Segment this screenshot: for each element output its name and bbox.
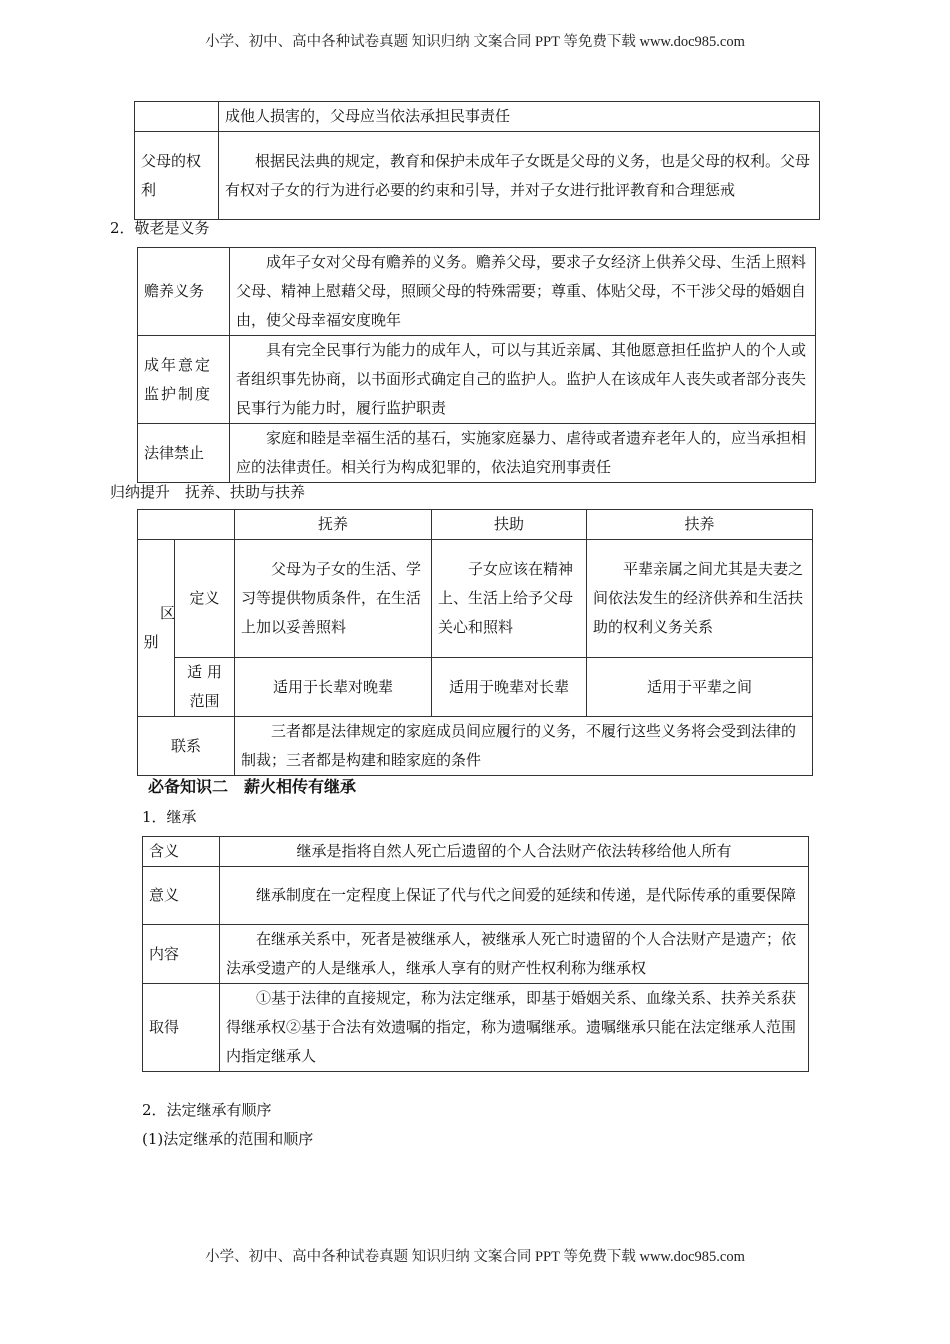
scope-cell: 适用于晚辈对长辈	[432, 658, 587, 717]
header-cell: 抚养	[235, 510, 432, 540]
inheritance-table	[142, 836, 809, 1072]
section-heading-respect-elders: 2．敬老是义务	[110, 219, 210, 237]
page-header: 小学、初中、高中各种试卷真题 知识归纳 文案合同 PPT 等免费下载 www.doc985.com	[205, 34, 745, 50]
row-content: 根据民法典的规定，教育和保护未成年子女既是父母的义务，也是父母的权利。父母有权对子女的行为进行必要的约束和引导，并对子女进行批评教育和合理惩戒	[219, 132, 820, 220]
header-cell: 扶养	[587, 510, 813, 540]
elder-care-table	[137, 247, 816, 483]
group-label-1: 区	[160, 604, 176, 622]
row-content: 具有完全民事行为能力的成年人，可以与其近亲属、其他愿意担任监护人的个人或者组织事先协商，以书面形式确定自己的监护人。监护人在该成年人丧失或者部分丧失民事行为能力时，履行监护职责	[230, 336, 816, 424]
table-row	[138, 424, 816, 483]
table-row	[143, 925, 809, 984]
parents-rights-table	[134, 101, 820, 220]
table-row	[135, 132, 820, 220]
relation-label: 联系	[138, 717, 235, 776]
subsection-heading-legal-order: 2．法定继承有顺序	[142, 1101, 272, 1119]
row-content: 继承制度在一定程度上保证了代与代之间爱的延续和传递，是代际传承的重要保障	[220, 867, 809, 925]
table-row	[138, 248, 816, 336]
row-label: 内容	[143, 925, 220, 984]
row-content: 在继承关系中，死者是被继承人，被继承人死亡时遗留的个人合法财产是遗产；依法承受遗产的人是继承人，继承人享有的财产性权利称为继承权	[220, 925, 809, 984]
group-label-2: 别	[143, 633, 159, 651]
row-label: 赡养义务	[138, 248, 230, 336]
relation-content: 三者都是法律规定的家庭成员间应履行的义务，不履行这些义务将会受到法律的制裁；三者都是构建和睦家庭的条件	[235, 717, 813, 776]
row-label: 成年意定监护制度	[138, 336, 230, 424]
support-comparison-table	[137, 509, 813, 776]
subsection-heading-inheritance: 1．继承	[142, 808, 197, 826]
header-cell: 扶助	[432, 510, 587, 540]
row-label: 父母的权利	[135, 132, 219, 220]
definition-cell: 平辈亲属之间尤其是夫妻之间依法发生的经济供养和生活扶助的权利义务关系	[587, 540, 813, 658]
row-label	[135, 102, 219, 132]
definition-label: 定义	[175, 540, 235, 658]
row-content: ①基于法律的直接规定，称为法定继承，即基于婚姻关系、血缘关系、扶养关系获得继承权②基于合法有效遗嘱的指定，称为遗嘱继承。遗嘱继承只能在法定继承人范围内指定继承人	[220, 984, 809, 1072]
row-label: 含义	[143, 837, 220, 867]
table-row	[143, 837, 809, 867]
table-row	[135, 102, 820, 132]
knowledge-section-title: 必备知识二 薪火相传有继承	[148, 777, 357, 796]
group-label-cell	[138, 540, 175, 717]
header-cell-empty	[138, 510, 235, 540]
definition-row	[138, 540, 813, 658]
row-content: 成年子女对父母有赡养的义务。赡养父母，要求子女经济上供养父母、生活上照料父母、精神上慰藉父母，照顾父母的特殊需要；尊重、体贴父母，不干涉父母的婚姻自由，使父母幸福安度晚年	[230, 248, 816, 336]
scope-row	[138, 658, 813, 717]
relation-row	[138, 717, 813, 776]
subsection-heading-scope-order: (1)法定继承的范围和顺序	[142, 1130, 314, 1148]
row-label: 法律禁止	[138, 424, 230, 483]
row-content: 家庭和睦是幸福生活的基石，实施家庭暴力、虐待或者遗弃老年人的，应当承担相应的法律责任。相关行为构成犯罪的，依法追究刑事责任	[230, 424, 816, 483]
table-header-row	[138, 510, 813, 540]
row-label: 意义	[143, 867, 220, 925]
scope-label: 适 用范围	[175, 658, 235, 717]
table-row	[143, 867, 809, 925]
row-content: 继承是指将自然人死亡后遗留的个人合法财产依法转移给他人所有	[220, 837, 809, 867]
definition-cell: 父母为子女的生活、学习等提供物质条件，在生活上加以妥善照料	[235, 540, 432, 658]
summary-heading: 归纳提升 抚养、扶助与扶养	[110, 483, 306, 501]
scope-cell: 适用于平辈之间	[587, 658, 813, 717]
row-content: 成他人损害的，父母应当依法承担民事责任	[219, 102, 820, 132]
table-row	[138, 336, 816, 424]
row-label: 取得	[143, 984, 220, 1072]
definition-cell: 子女应该在精神上、生活上给予父母关心和照料	[432, 540, 587, 658]
table-row	[143, 984, 809, 1072]
page-footer: 小学、初中、高中各种试卷真题 知识归纳 文案合同 PPT 等免费下载 www.doc985.com	[205, 1249, 745, 1265]
scope-cell: 适用于长辈对晚辈	[235, 658, 432, 717]
